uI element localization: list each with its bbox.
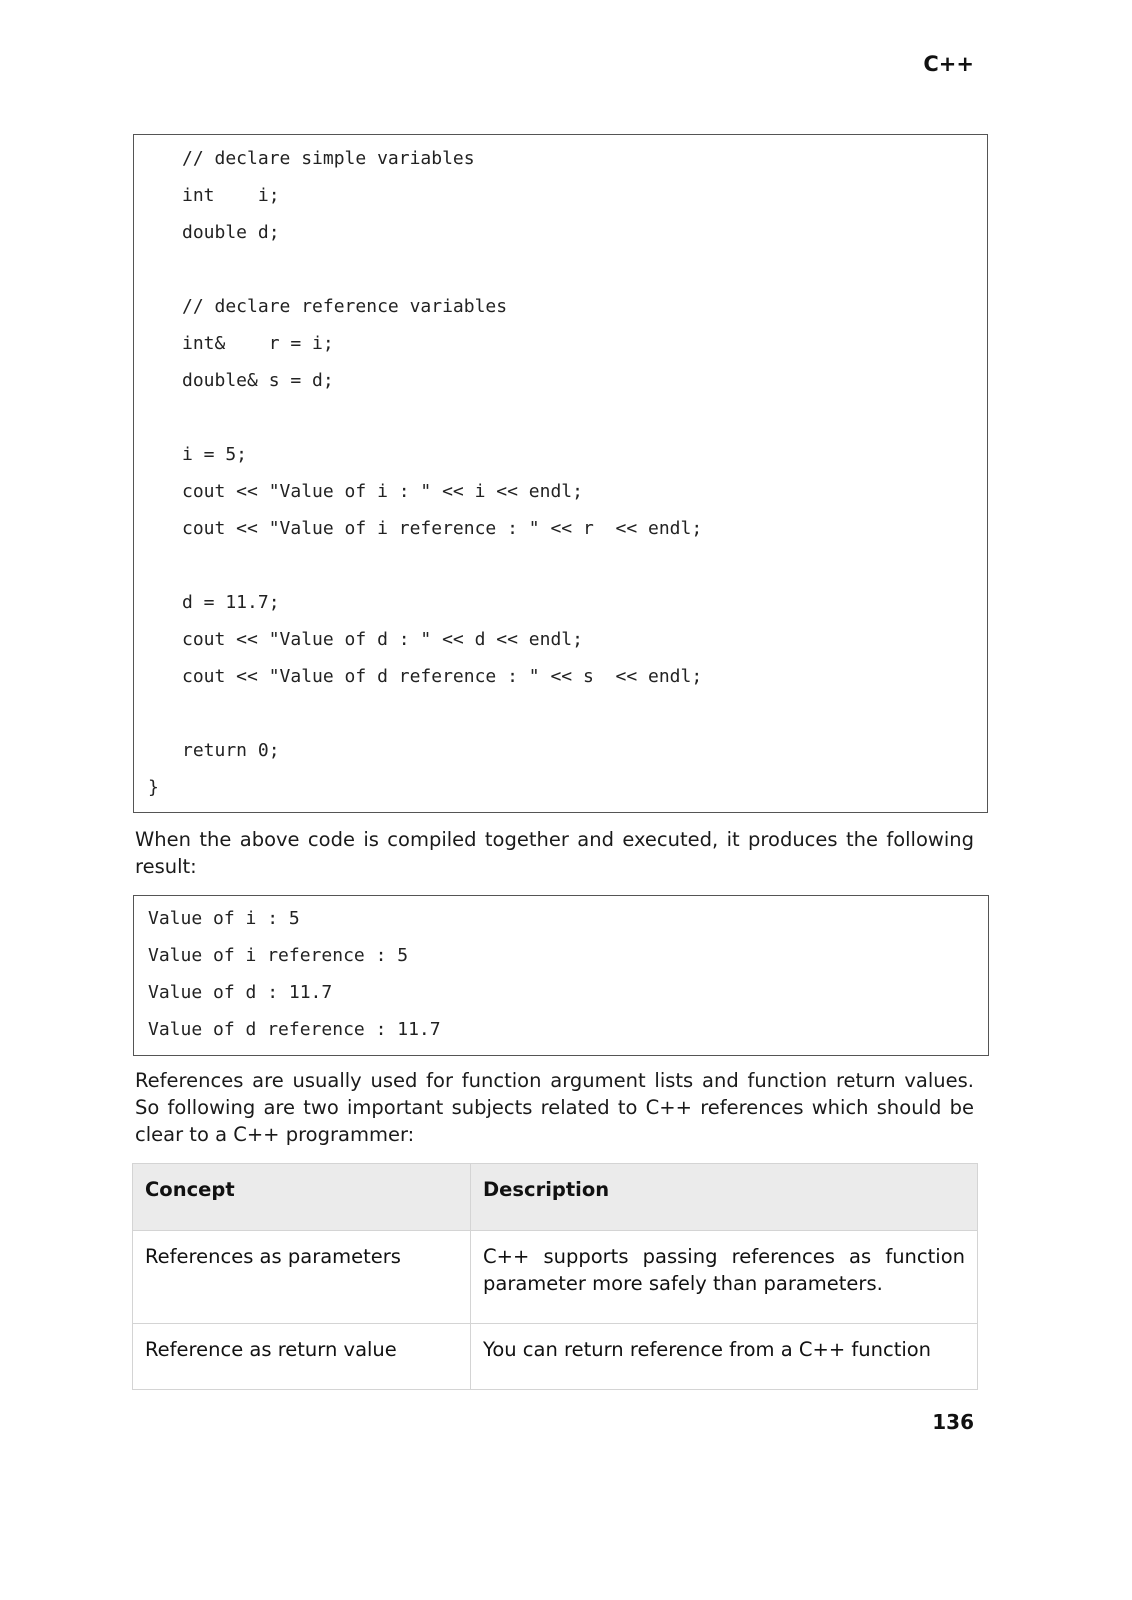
- table-row: [133, 1231, 978, 1324]
- code-line: double& s = d;: [182, 370, 334, 391]
- code-line: cout << "Value of d : " << d << endl;: [182, 629, 583, 650]
- concepts-table: [132, 1163, 978, 1390]
- code-line: [134, 399, 987, 436]
- code-line: return 0;: [182, 740, 280, 761]
- output-line: Value of d : 11.7: [148, 982, 333, 1003]
- code-line: i = 5;: [182, 444, 248, 465]
- description-cell: You can return reference from a C++ function: [471, 1324, 978, 1390]
- code-line: cout << "Value of d reference : " << s << endl;: [182, 666, 703, 687]
- output-line: Value of d reference : 11.7: [148, 1019, 441, 1040]
- concept-cell: References as parameters: [133, 1231, 471, 1324]
- description-cell: C++ supports passing references as function parameter more safely than parameters.: [471, 1231, 978, 1324]
- code-line: double d;: [182, 222, 280, 243]
- table-header-row: [133, 1164, 978, 1231]
- code-line: cout << "Value of i reference : " << r << endl;: [182, 518, 703, 539]
- paragraph-references-intro: References are usually used for function argument lists and function return values. So following are two important subjects related to C++ references which should be clear to a C++ programmer:: [135, 1069, 974, 1146]
- code-line: }: [148, 777, 159, 798]
- running-header: C++: [923, 52, 974, 76]
- code-line: [134, 547, 987, 584]
- code-line: // declare simple variables: [182, 148, 475, 169]
- concept-cell: Reference as return value: [133, 1324, 471, 1390]
- code-line: cout << "Value of i : " << i << endl;: [182, 481, 583, 502]
- code-line: int& r = i;: [182, 333, 334, 354]
- code-block: [133, 134, 988, 813]
- code-line: int i;: [182, 185, 280, 206]
- output-line: Value of i : 5: [148, 908, 300, 929]
- output-block: [133, 895, 989, 1056]
- column-header-concept: Concept: [133, 1164, 471, 1231]
- code-line: // declare reference variables: [182, 296, 508, 317]
- output-line: Value of i reference : 5: [148, 945, 409, 966]
- code-line: [134, 695, 987, 732]
- code-line: d = 11.7;: [182, 592, 280, 613]
- page-number: 136: [932, 1410, 974, 1434]
- table-row: [133, 1324, 978, 1390]
- code-line: [134, 251, 987, 288]
- column-header-description: Description: [471, 1164, 978, 1231]
- paragraph-result-intro: When the above code is compiled together and executed, it produces the following result:: [135, 828, 974, 878]
